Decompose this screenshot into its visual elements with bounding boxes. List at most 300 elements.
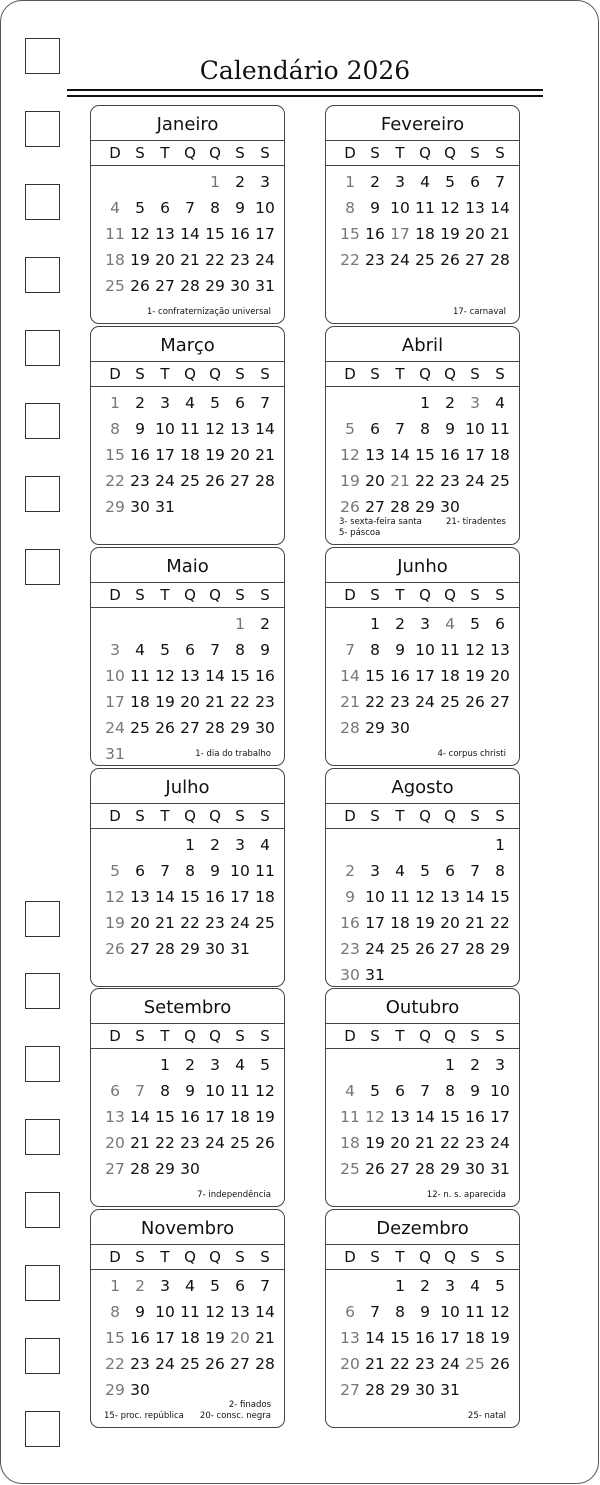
weekday-header: S xyxy=(370,144,380,162)
day-cell: 21 xyxy=(340,693,360,711)
weekday-header: Q xyxy=(209,365,221,383)
day-cell: 11 xyxy=(415,199,435,217)
day-cell: 9 xyxy=(395,641,405,659)
day-cell: 9 xyxy=(420,1303,430,1321)
day-cell: 8 xyxy=(185,862,195,880)
day-cell: 27 xyxy=(155,277,175,295)
day-cell: 30 xyxy=(130,498,150,516)
day-cell: 11 xyxy=(105,225,125,243)
day-cell: 3 xyxy=(395,173,405,191)
day-cell: 4 xyxy=(260,836,270,854)
weekday-header: S xyxy=(260,1027,270,1045)
day-cell: 8 xyxy=(110,420,120,438)
day-cell: 26 xyxy=(255,1134,275,1152)
day-cell: 8 xyxy=(495,862,505,880)
weekday-header: D xyxy=(344,144,356,162)
weekday-header: S xyxy=(495,1027,505,1045)
checkbox[interactable] xyxy=(25,901,60,937)
day-cell: 3 xyxy=(160,394,170,412)
day-cell: 30 xyxy=(465,1160,485,1178)
day-cell: 17 xyxy=(155,446,175,464)
day-cell: 29 xyxy=(105,498,125,516)
day-cell: 21 xyxy=(490,225,510,243)
day-cell: 4 xyxy=(345,1082,355,1100)
weekday-header: Q xyxy=(419,1248,431,1266)
day-cell: 26 xyxy=(105,940,125,958)
day-cell: 12 xyxy=(205,420,225,438)
day-cell: 19 xyxy=(205,1329,225,1347)
day-cell: 22 xyxy=(205,251,225,269)
month-divider xyxy=(326,165,519,166)
day-cell: 17 xyxy=(205,1108,225,1126)
day-cell: 19 xyxy=(105,914,125,932)
day-cell: 28 xyxy=(255,472,275,490)
day-cell: 29 xyxy=(155,1160,175,1178)
day-cell: 27 xyxy=(390,1160,410,1178)
weekday-header: Q xyxy=(444,144,456,162)
day-cell: 28 xyxy=(415,1160,435,1178)
day-cell: 2 xyxy=(370,173,380,191)
month-divider xyxy=(326,803,519,804)
holiday-note: 1- dia do trabalho xyxy=(195,749,271,759)
weekday-header: S xyxy=(260,807,270,825)
day-cell: 8 xyxy=(395,1303,405,1321)
day-cell: 17 xyxy=(465,446,485,464)
day-cell: 24 xyxy=(440,1355,460,1373)
day-cell: 6 xyxy=(445,862,455,880)
day-cell: 13 xyxy=(340,1329,360,1347)
weekday-header: D xyxy=(109,144,121,162)
day-cell: 2 xyxy=(420,1277,430,1295)
day-cell: 26 xyxy=(155,719,175,737)
day-cell: 4 xyxy=(185,1277,195,1295)
day-cell: 10 xyxy=(255,199,275,217)
checkbox[interactable] xyxy=(25,549,60,585)
weekday-header: S xyxy=(135,144,145,162)
day-cell: 5 xyxy=(345,420,355,438)
day-cell: 23 xyxy=(180,1134,200,1152)
day-cell: 12 xyxy=(155,667,175,685)
day-cell: 25 xyxy=(390,940,410,958)
day-cell: 7 xyxy=(260,1277,270,1295)
weekday-header: Q xyxy=(184,144,196,162)
day-cell: 2 xyxy=(135,1277,145,1295)
day-cell: 27 xyxy=(340,1381,360,1399)
day-cell: 25 xyxy=(340,1160,360,1178)
day-cell: 9 xyxy=(470,1082,480,1100)
day-cell: 1 xyxy=(370,615,380,633)
day-cell: 25 xyxy=(415,251,435,269)
day-cell: 19 xyxy=(255,1108,275,1126)
weekday-header: D xyxy=(344,1248,356,1266)
month-divider xyxy=(326,386,519,387)
day-cell: 22 xyxy=(490,914,510,932)
month-divider xyxy=(91,386,284,387)
day-cell: 13 xyxy=(155,225,175,243)
day-cell: 6 xyxy=(370,420,380,438)
weekday-header: Q xyxy=(444,365,456,383)
weekday-header: S xyxy=(470,586,480,604)
day-cell: 18 xyxy=(255,888,275,906)
day-cell: 14 xyxy=(155,888,175,906)
day-cell: 30 xyxy=(390,719,410,737)
month-abril xyxy=(325,326,520,545)
day-cell: 23 xyxy=(415,1355,435,1373)
day-cell: 19 xyxy=(205,446,225,464)
month-divider xyxy=(326,1244,519,1245)
day-cell: 7 xyxy=(470,862,480,880)
day-cell: 21 xyxy=(390,472,410,490)
weekday-header: S xyxy=(495,807,505,825)
day-cell: 24 xyxy=(365,940,385,958)
day-cell: 19 xyxy=(490,1329,510,1347)
day-cell: 11 xyxy=(440,641,460,659)
month-divider xyxy=(91,803,284,804)
day-cell: 23 xyxy=(365,251,385,269)
day-cell: 19 xyxy=(440,225,460,243)
day-cell: 4 xyxy=(185,394,195,412)
day-cell: 30 xyxy=(205,940,225,958)
month-novembro xyxy=(90,1209,285,1428)
month-divider xyxy=(91,828,284,829)
day-cell: 15 xyxy=(155,1108,175,1126)
day-cell: 23 xyxy=(340,940,360,958)
day-cell: 10 xyxy=(230,862,250,880)
day-cell: 5 xyxy=(210,394,220,412)
day-cell: 1 xyxy=(110,1277,120,1295)
weekday-header: S xyxy=(470,144,480,162)
weekday-header: S xyxy=(135,1248,145,1266)
day-cell: 29 xyxy=(105,1381,125,1399)
day-cell: 10 xyxy=(205,1082,225,1100)
day-cell: 20 xyxy=(340,1355,360,1373)
month-divider xyxy=(91,582,284,583)
day-cell: 13 xyxy=(465,199,485,217)
day-cell: 17 xyxy=(440,1329,460,1347)
weekday-header: T xyxy=(395,1027,405,1045)
day-cell: 18 xyxy=(180,1329,200,1347)
day-cell: 19 xyxy=(465,667,485,685)
day-cell: 22 xyxy=(105,472,125,490)
day-cell: 29 xyxy=(205,277,225,295)
day-cell: 15 xyxy=(230,667,250,685)
month-name: Outubro xyxy=(385,997,460,1018)
day-cell: 17 xyxy=(490,1108,510,1126)
day-cell: 22 xyxy=(155,1134,175,1152)
weekday-header: Q xyxy=(184,1027,196,1045)
day-cell: 6 xyxy=(160,199,170,217)
weekday-header: S xyxy=(260,1248,270,1266)
checkbox[interactable] xyxy=(25,1119,60,1155)
weekday-header: S xyxy=(470,1248,480,1266)
weekday-header: S xyxy=(135,365,145,383)
day-cell: 5 xyxy=(110,862,120,880)
day-cell: 9 xyxy=(210,862,220,880)
day-cell: 2 xyxy=(235,173,245,191)
day-cell: 6 xyxy=(110,1082,120,1100)
day-cell: 24 xyxy=(230,914,250,932)
day-cell: 12 xyxy=(465,641,485,659)
day-cell: 7 xyxy=(260,394,270,412)
holiday-note: 20- consc. negra xyxy=(199,1411,271,1421)
day-cell: 11 xyxy=(180,1303,200,1321)
day-cell: 20 xyxy=(390,1134,410,1152)
day-cell: 8 xyxy=(370,641,380,659)
day-cell: 23 xyxy=(390,693,410,711)
day-cell: 2 xyxy=(210,836,220,854)
day-cell: 11 xyxy=(340,1108,360,1126)
weekday-header: S xyxy=(135,1027,145,1045)
day-cell: 1 xyxy=(420,394,430,412)
day-cell: 9 xyxy=(370,199,380,217)
day-cell: 17 xyxy=(415,667,435,685)
day-cell: 6 xyxy=(495,615,505,633)
day-cell: 21 xyxy=(180,251,200,269)
day-cell: 24 xyxy=(490,1134,510,1152)
day-cell: 11 xyxy=(230,1082,250,1100)
day-cell: 8 xyxy=(420,420,430,438)
day-cell: 28 xyxy=(255,1355,275,1373)
checkbox[interactable] xyxy=(25,184,60,220)
weekday-header: Q xyxy=(444,586,456,604)
day-cell: 10 xyxy=(440,1303,460,1321)
day-cell: 5 xyxy=(135,199,145,217)
checkbox[interactable] xyxy=(25,1046,60,1082)
weekday-header: T xyxy=(160,365,170,383)
month-divider xyxy=(91,1023,284,1024)
day-cell: 17 xyxy=(365,914,385,932)
day-cell: 12 xyxy=(440,199,460,217)
day-cell: 26 xyxy=(490,1355,510,1373)
day-cell: 15 xyxy=(490,888,510,906)
day-cell: 31 xyxy=(365,966,385,984)
day-cell: 25 xyxy=(465,1355,485,1373)
day-cell: 26 xyxy=(415,940,435,958)
day-cell: 14 xyxy=(390,446,410,464)
day-cell: 28 xyxy=(465,940,485,958)
day-cell: 28 xyxy=(205,719,225,737)
day-cell: 16 xyxy=(130,1329,150,1347)
day-cell: 22 xyxy=(415,472,435,490)
checkbox[interactable] xyxy=(25,257,60,293)
month-name: Janeiro xyxy=(156,114,219,135)
day-cell: 11 xyxy=(180,420,200,438)
day-cell: 15 xyxy=(440,1108,460,1126)
day-cell: 12 xyxy=(415,888,435,906)
title-rule-bottom xyxy=(67,95,543,97)
day-cell: 12 xyxy=(365,1108,385,1126)
day-cell: 9 xyxy=(345,888,355,906)
day-cell: 30 xyxy=(130,1381,150,1399)
day-cell: 17 xyxy=(390,225,410,243)
day-cell: 20 xyxy=(155,251,175,269)
month-setembro xyxy=(90,988,285,1207)
day-cell: 2 xyxy=(260,615,270,633)
day-cell: 14 xyxy=(365,1329,385,1347)
checkbox[interactable] xyxy=(25,38,60,74)
day-cell: 24 xyxy=(205,1134,225,1152)
checkbox[interactable] xyxy=(25,973,60,1009)
day-cell: 20 xyxy=(230,1329,250,1347)
day-cell: 28 xyxy=(155,940,175,958)
checkbox[interactable] xyxy=(25,1192,60,1228)
day-cell: 4 xyxy=(420,173,430,191)
checkbox[interactable] xyxy=(25,1265,60,1301)
day-cell: 24 xyxy=(155,1355,175,1373)
weekday-header: T xyxy=(395,1248,405,1266)
checkbox[interactable] xyxy=(25,330,60,366)
day-cell: 1 xyxy=(445,1056,455,1074)
day-cell: 21 xyxy=(415,1134,435,1152)
weekday-header: T xyxy=(160,807,170,825)
day-cell: 7 xyxy=(210,641,220,659)
day-cell: 17 xyxy=(255,225,275,243)
day-cell: 6 xyxy=(185,641,195,659)
day-cell: 5 xyxy=(470,615,480,633)
day-cell: 29 xyxy=(365,719,385,737)
day-cell: 7 xyxy=(395,420,405,438)
checkbox[interactable] xyxy=(25,1338,60,1374)
day-cell: 16 xyxy=(255,667,275,685)
day-cell: 22 xyxy=(365,693,385,711)
day-cell: 19 xyxy=(415,914,435,932)
day-cell: 12 xyxy=(340,446,360,464)
day-cell: 16 xyxy=(230,225,250,243)
day-cell: 25 xyxy=(105,277,125,295)
day-cell: 16 xyxy=(340,914,360,932)
weekday-header: S xyxy=(495,1248,505,1266)
day-cell: 16 xyxy=(205,888,225,906)
day-cell: 28 xyxy=(180,277,200,295)
day-cell: 17 xyxy=(230,888,250,906)
weekday-header: S xyxy=(470,807,480,825)
day-cell: 21 xyxy=(255,446,275,464)
day-cell: 19 xyxy=(365,1134,385,1152)
day-cell: 27 xyxy=(230,1355,250,1373)
day-cell: 2 xyxy=(135,394,145,412)
day-cell: 23 xyxy=(130,1355,150,1373)
day-cell: 29 xyxy=(180,940,200,958)
day-cell: 9 xyxy=(135,1303,145,1321)
weekday-header: S xyxy=(495,586,505,604)
day-cell: 3 xyxy=(470,394,480,412)
day-cell: 31 xyxy=(230,940,250,958)
day-cell: 27 xyxy=(365,498,385,516)
weekday-header: S xyxy=(235,1027,245,1045)
month-junho xyxy=(325,547,520,766)
day-cell: 11 xyxy=(465,1303,485,1321)
day-cell: 25 xyxy=(130,719,150,737)
holiday-note: 17- carnaval xyxy=(452,307,506,317)
day-cell: 18 xyxy=(230,1108,250,1126)
weekday-header: S xyxy=(470,1027,480,1045)
day-cell: 20 xyxy=(490,667,510,685)
day-cell: 4 xyxy=(470,1277,480,1295)
checkbox[interactable] xyxy=(25,111,60,147)
weekday-header: S xyxy=(260,144,270,162)
day-cell: 27 xyxy=(230,472,250,490)
weekday-header: S xyxy=(370,1027,380,1045)
weekday-header: S xyxy=(135,586,145,604)
day-cell: 20 xyxy=(230,446,250,464)
day-cell: 3 xyxy=(110,641,120,659)
weekday-header: Q xyxy=(184,807,196,825)
day-cell: 18 xyxy=(465,1329,485,1347)
weekday-header: Q xyxy=(419,1027,431,1045)
weekday-header: S xyxy=(235,586,245,604)
day-cell: 1 xyxy=(110,394,120,412)
day-cell: 12 xyxy=(205,1303,225,1321)
day-cell: 19 xyxy=(130,251,150,269)
day-cell: 16 xyxy=(440,446,460,464)
day-cell: 2 xyxy=(185,1056,195,1074)
day-cell: 9 xyxy=(235,199,245,217)
day-cell: 8 xyxy=(235,641,245,659)
weekday-header: Q xyxy=(209,144,221,162)
day-cell: 5 xyxy=(420,862,430,880)
day-cell: 8 xyxy=(210,199,220,217)
day-cell: 15 xyxy=(180,888,200,906)
day-cell: 3 xyxy=(160,1277,170,1295)
holiday-note: 2- finados xyxy=(228,1400,271,1410)
day-cell: 20 xyxy=(365,472,385,490)
day-cell: 31 xyxy=(255,277,275,295)
day-cell: 3 xyxy=(420,615,430,633)
day-cell: 7 xyxy=(185,199,195,217)
day-cell: 28 xyxy=(130,1160,150,1178)
day-cell: 21 xyxy=(205,693,225,711)
day-cell: 30 xyxy=(230,277,250,295)
day-cell: 23 xyxy=(230,251,250,269)
day-cell: 4 xyxy=(235,1056,245,1074)
day-cell: 26 xyxy=(340,498,360,516)
checkbox[interactable] xyxy=(25,476,60,512)
day-cell: 28 xyxy=(340,719,360,737)
day-cell: 20 xyxy=(180,693,200,711)
weekday-header: Q xyxy=(209,1248,221,1266)
month-divider xyxy=(91,140,284,141)
month-marco xyxy=(90,326,285,545)
day-cell: 6 xyxy=(345,1303,355,1321)
day-cell: 22 xyxy=(340,251,360,269)
day-cell: 29 xyxy=(415,498,435,516)
day-cell: 10 xyxy=(490,1082,510,1100)
day-cell: 5 xyxy=(445,173,455,191)
month-maio xyxy=(90,547,285,766)
day-cell: 14 xyxy=(180,225,200,243)
checkbox[interactable] xyxy=(25,1411,60,1447)
day-cell: 12 xyxy=(255,1082,275,1100)
day-cell: 13 xyxy=(440,888,460,906)
day-cell: 31 xyxy=(105,745,125,763)
day-cell: 22 xyxy=(390,1355,410,1373)
day-cell: 1 xyxy=(495,836,505,854)
month-name: Junho xyxy=(397,556,448,577)
day-cell: 24 xyxy=(155,472,175,490)
day-cell: 31 xyxy=(440,1381,460,1399)
weekday-header: D xyxy=(109,1027,121,1045)
weekday-header: T xyxy=(395,365,405,383)
holiday-note: 5- páscoa xyxy=(339,528,381,538)
day-cell: 9 xyxy=(445,420,455,438)
checkbox[interactable] xyxy=(25,403,60,439)
weekday-header: T xyxy=(160,586,170,604)
day-cell: 20 xyxy=(130,914,150,932)
day-cell: 1 xyxy=(160,1056,170,1074)
day-cell: 17 xyxy=(105,693,125,711)
day-cell: 26 xyxy=(365,1160,385,1178)
day-cell: 19 xyxy=(155,693,175,711)
